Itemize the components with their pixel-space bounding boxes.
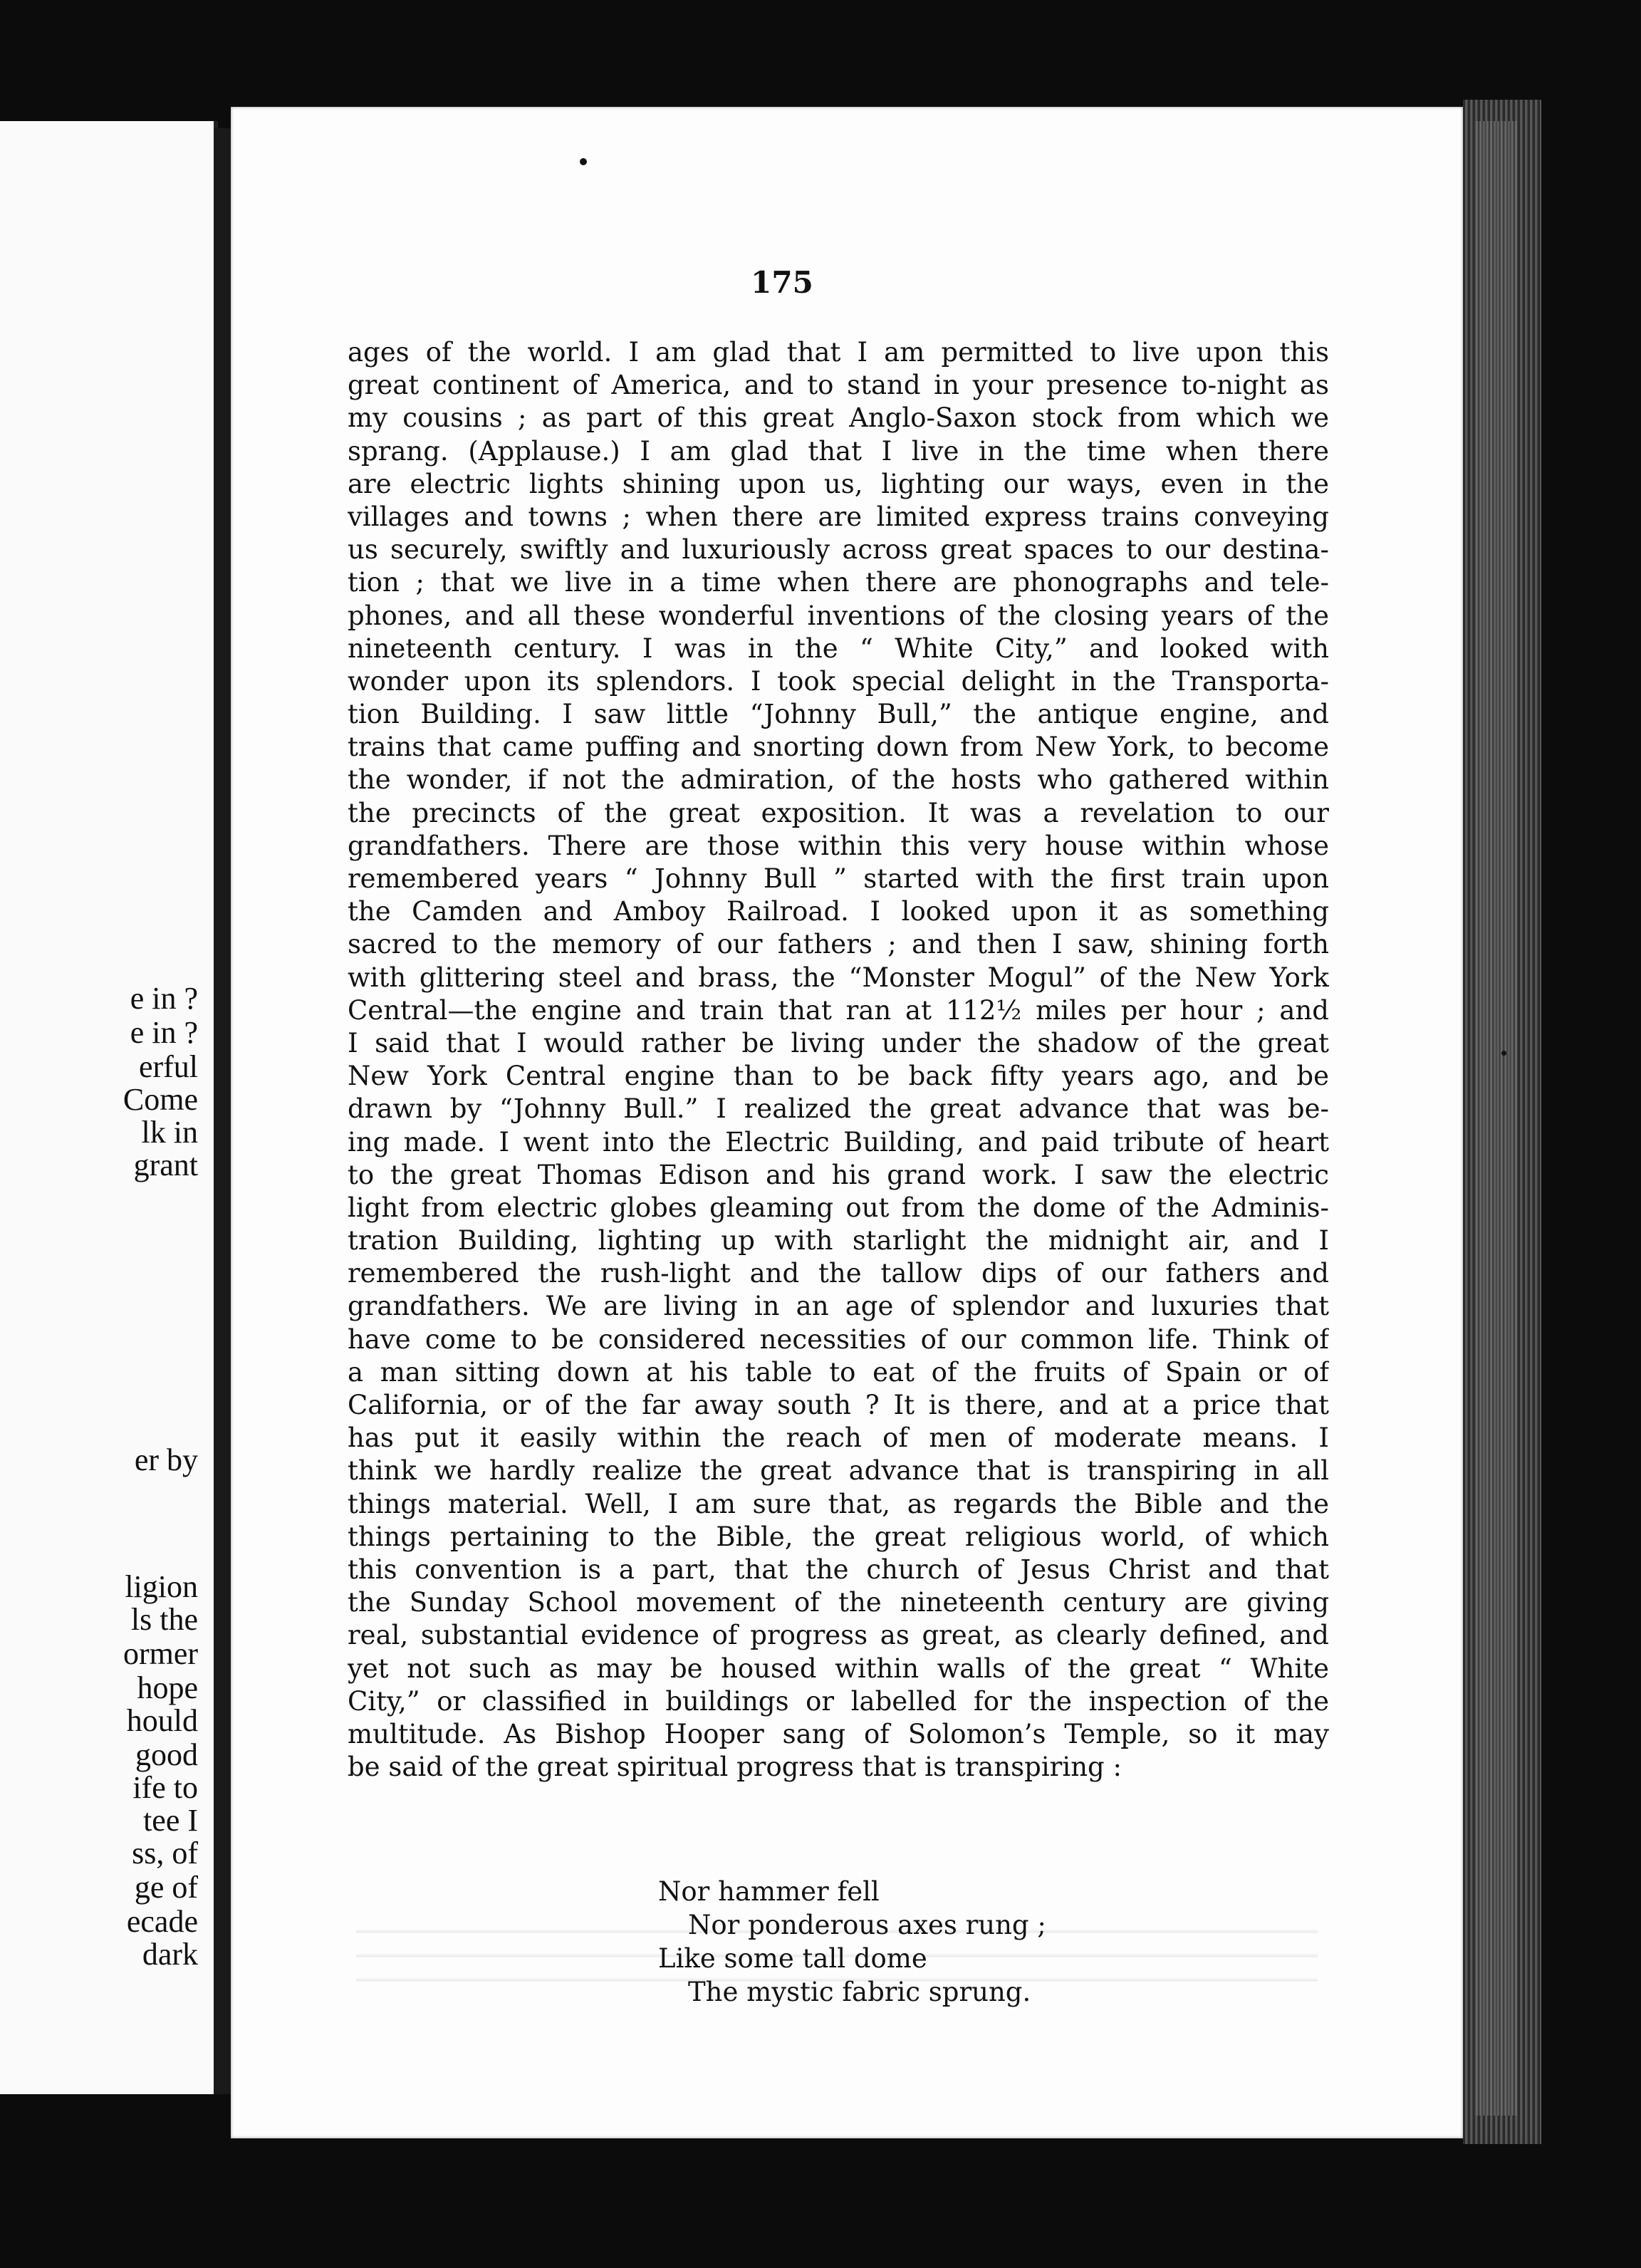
text-line: a man sitting down at his table to eat of the fruits of Spain or of — [348, 1356, 1329, 1388]
facing-page-text: hope — [137, 1670, 198, 1705]
facing-page-text: erful — [138, 1049, 198, 1084]
text-line: the Sunday School movement of the nineteenth century are giving — [348, 1587, 1329, 1618]
text-line: this convention is a part, that the church of Jesus Christ and that — [348, 1554, 1329, 1585]
poem-quotation — [348, 1875, 1329, 2009]
text-line: sacred to the memory of our fathers ; and then I saw, shining forth — [348, 929, 1329, 960]
text-line: things pertaining to the Bible, the great religious world, of which — [348, 1521, 1329, 1552]
facing-page-text: ss, of — [132, 1836, 198, 1871]
poem-line: Nor ponderous axes rung ; — [688, 1910, 1046, 1940]
poem-line: Nor hammer fell — [658, 1876, 880, 1907]
facing-page-text: e in ? — [130, 981, 198, 1016]
text-line: great continent of America, and to stand in your presence to-night as — [348, 370, 1329, 401]
text-line: tion Building. I saw little “Johnny Bull,” the antique engine, and — [348, 699, 1329, 730]
facing-page-text: good — [135, 1737, 198, 1772]
text-line: my cousins ; as part of this great Anglo-Saxon stock from which we — [348, 402, 1329, 434]
body-text — [348, 336, 1329, 1784]
scan-speck — [580, 158, 587, 165]
text-line: villages and towns ; when there are limited express trains conveying — [348, 501, 1329, 532]
text-line: grandfathers. There are those within this very house within whose — [348, 830, 1329, 861]
text-line: sprang. (Applause.) I am glad that I live in the time when there — [348, 435, 1329, 467]
text-line: has put it easily within the reach of men of moderate means. I — [348, 1422, 1329, 1454]
text-line: New York Central engine than to be back fifty years ago, and be — [348, 1061, 1329, 1092]
text-line: tration Building, lighting up with starlight the midnight air, and I — [348, 1225, 1329, 1257]
facing-page-text: ligion — [125, 1569, 198, 1604]
facing-page-text: ge of — [134, 1870, 198, 1905]
text-line: phones, and all these wonderful inventions of the closing years of the — [348, 600, 1329, 631]
facing-page-text: ecade — [126, 1904, 198, 1939]
text-line: yet not such as may be housed within walls of the great “ White — [348, 1653, 1329, 1684]
facing-page-text: hould — [126, 1703, 198, 1738]
facing-page-text: er by — [134, 1442, 198, 1477]
text-line: have come to be considered necessities of our common life. Think of — [348, 1323, 1329, 1355]
text-line: wonder upon its splendors. I took special delight in the Transporta- — [348, 665, 1329, 697]
facing-page-text: grant — [133, 1148, 198, 1182]
facing-page-text: dark — [142, 1937, 198, 1972]
text-line: are electric lights shining upon us, lighting our ways, even in the — [348, 468, 1329, 499]
scan-speck — [1501, 1051, 1506, 1056]
text-line: tion ; that we live in a time when there are phonographs and tele- — [348, 567, 1329, 598]
text-line: the precincts of the great exposition. It was a revelation to our — [348, 797, 1329, 828]
text-line: I said that I would rather be living under the shadow of the great — [348, 1027, 1329, 1058]
facing-page-text: e in ? — [130, 1015, 198, 1050]
text-line: City,” or classified in buildings or labelled for the inspection of the — [348, 1685, 1329, 1717]
text-line: with glittering steel and brass, the “Monster Mogul” of the New York — [348, 962, 1329, 993]
facing-page-text: ormer — [123, 1636, 198, 1671]
facing-page-text: ife to — [132, 1770, 198, 1805]
text-line: be said of the great spiritual progress that is transpiring : — [348, 1752, 1122, 1783]
facing-page-text: Come — [123, 1082, 198, 1117]
poem-line: The mystic fabric sprung. — [688, 1977, 1031, 2007]
text-line: Central—the engine and train that ran at 112½ miles per hour ; and — [348, 994, 1329, 1026]
text-line: drawn by “Johnny Bull.” I realized the great advance that was be- — [348, 1093, 1329, 1125]
text-line: trains that came puffing and snorting down from New York, to become — [348, 732, 1329, 763]
text-line: the Camden and Amboy Railroad. I looked upon it as something — [348, 896, 1329, 927]
text-line: remembered the rush-light and the tallow dips of our fathers and — [348, 1258, 1329, 1289]
poem-line: Like some tall dome — [658, 1943, 927, 1974]
text-line: multitude. As Bishop Hooper sang of Solomon’s Temple, so it may — [348, 1718, 1329, 1749]
book-gutter — [214, 128, 231, 2094]
page-number: 175 — [751, 265, 813, 300]
text-line: to the great Thomas Edison and his grand work. I saw the electric — [348, 1159, 1329, 1190]
text-line: light from electric globes gleaming out from the dome of the Adminis- — [348, 1192, 1329, 1223]
text-line: us securely, swiftly and luxuriously across great spaces to our destina- — [348, 534, 1329, 566]
text-line: grandfathers. We are living in an age of splendor and luxuries that — [348, 1291, 1329, 1322]
text-line: things material. Well, I am sure that, as regards the Bible and the — [348, 1488, 1329, 1519]
text-line: think we hardly realize the great advance that is transpiring in all — [348, 1455, 1329, 1487]
text-line: the wonder, if not the admiration, of the hosts who gathered within — [348, 764, 1329, 796]
facing-page-text: ls the — [130, 1602, 198, 1637]
facing-page-text: lk in — [141, 1115, 198, 1150]
text-line: nineteenth century. I was in the “ White City,” and looked with — [348, 633, 1329, 664]
text-line: ages of the world. I am glad that I am permitted to live upon this — [348, 337, 1329, 368]
facing-page-fragment — [0, 121, 218, 2094]
facing-page-text: tee I — [143, 1803, 198, 1838]
text-line: remembered years “ Johnny Bull ” started with the first train upon — [348, 863, 1329, 894]
page-edges-highlight — [1474, 121, 1517, 2116]
text-line: real, substantial evidence of progress as great, as clearly defined, and — [348, 1620, 1329, 1651]
text-line: ing made. I went into the Electric Building, and paid tribute of heart — [348, 1126, 1329, 1158]
text-line: California, or of the far away south ? It is there, and at a price that — [348, 1390, 1329, 1420]
